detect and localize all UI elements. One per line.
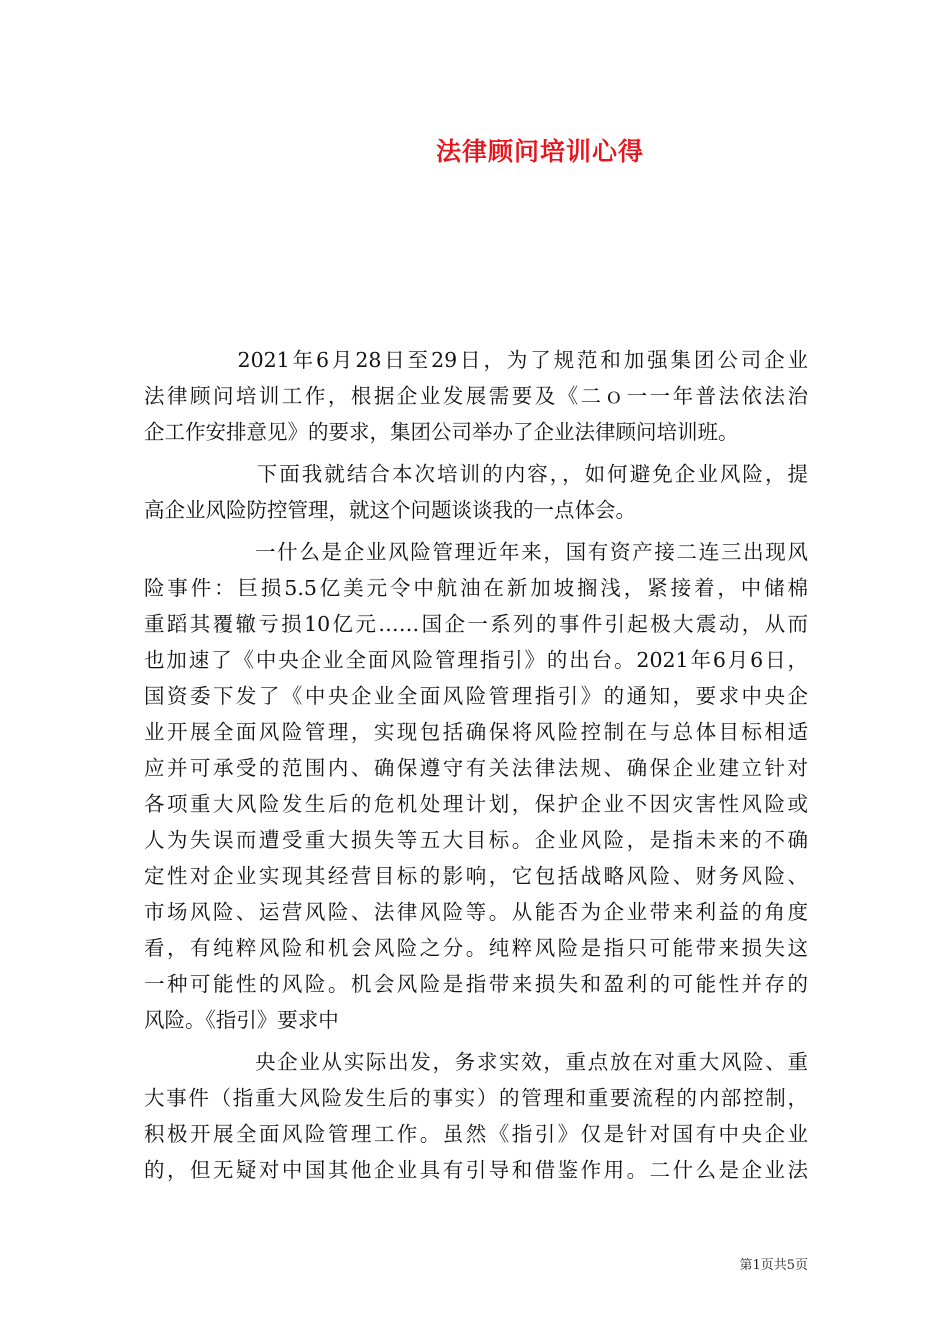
- text-line: 市场风险、运营风险、法律风险等。从能否为企业带来利益的角度: [144, 900, 808, 924]
- text-line: 风险。《指引》要求中: [144, 1008, 339, 1032]
- paragraph: [144, 1044, 808, 1188]
- text-line: 央企业从实际出发，务求实效，重点放在对重大风险、重: [144, 1050, 808, 1074]
- text-line: 应并可承受的范围内、确保遵守有关法律法规、确保企业建立针对: [144, 756, 808, 780]
- paragraph: [144, 342, 808, 450]
- text-line: 各项重大风险发生后的危机处理计划，保护企业不因灾害性风险或: [144, 792, 808, 816]
- paragraph: [144, 456, 808, 528]
- text-line: 定性对企业实现其经营目标的影响，它包括战略风险、财务风险、: [144, 864, 808, 888]
- text-line: 高企业风险防控管理，就这个问题谈谈我的一点体会。: [144, 498, 636, 522]
- text-line: 的，但无疑对中国其他企业具有引导和借鉴作用。二什么是企业法: [144, 1158, 808, 1182]
- text-line: 人为失误而遭受重大损失等五大目标。企业风险，是指未来的不确: [144, 828, 808, 852]
- text-line: 2021年6月28日至29日，为了规范和加强集团公司企业: [144, 348, 808, 372]
- text-line: 也加速了《中央企业全面风险管理指引》的出台。2021年6月6日，: [144, 648, 808, 672]
- paragraph: [144, 534, 808, 1038]
- text-line: 险事件：巨损5.5亿美元令中航油在新加坡搁浅，紧接着，中储棉: [144, 576, 808, 600]
- text-line: 积极开展全面风险管理工作。虽然《指引》仅是针对国有中央企业: [144, 1122, 808, 1146]
- text-line: 一什么是企业风险管理近年来，国有资产接二连三出现风: [144, 540, 808, 564]
- page-number: 第1页共5页: [739, 1258, 808, 1273]
- text-line: 国资委下发了《中央企业全面风险管理指引》的通知，要求中央企: [144, 684, 808, 708]
- text-line: 一种可能性的风险。机会风险是指带来损失和盈利的可能性并存的: [144, 972, 808, 996]
- document-title: 法律顾问培训心得: [435, 137, 644, 166]
- text-line: 重蹈其覆辙亏损10亿元……国企一系列的事件引起极大震动，从而: [144, 612, 808, 636]
- text-line: 下面我就结合本次培训的内容，，如何避免企业风险，提: [144, 462, 808, 486]
- text-line: 大事件（指重大风险发生后的事实）的管理和重要流程的内部控制，: [144, 1086, 808, 1110]
- document-body: [144, 342, 808, 1188]
- text-line: 法律顾问培训工作，根据企业发展需要及《二ｏ一一年普法依法治: [144, 384, 808, 408]
- text-line: 企工作安排意见》的要求，集团公司举办了企业法律顾问培训班。: [144, 420, 739, 444]
- text-line: 看，有纯粹风险和机会风险之分。纯粹风险是指只可能带来损失这: [144, 936, 808, 960]
- text-line: 业开展全面风险管理，实现包括确保将风险控制在与总体目标相适: [144, 720, 808, 744]
